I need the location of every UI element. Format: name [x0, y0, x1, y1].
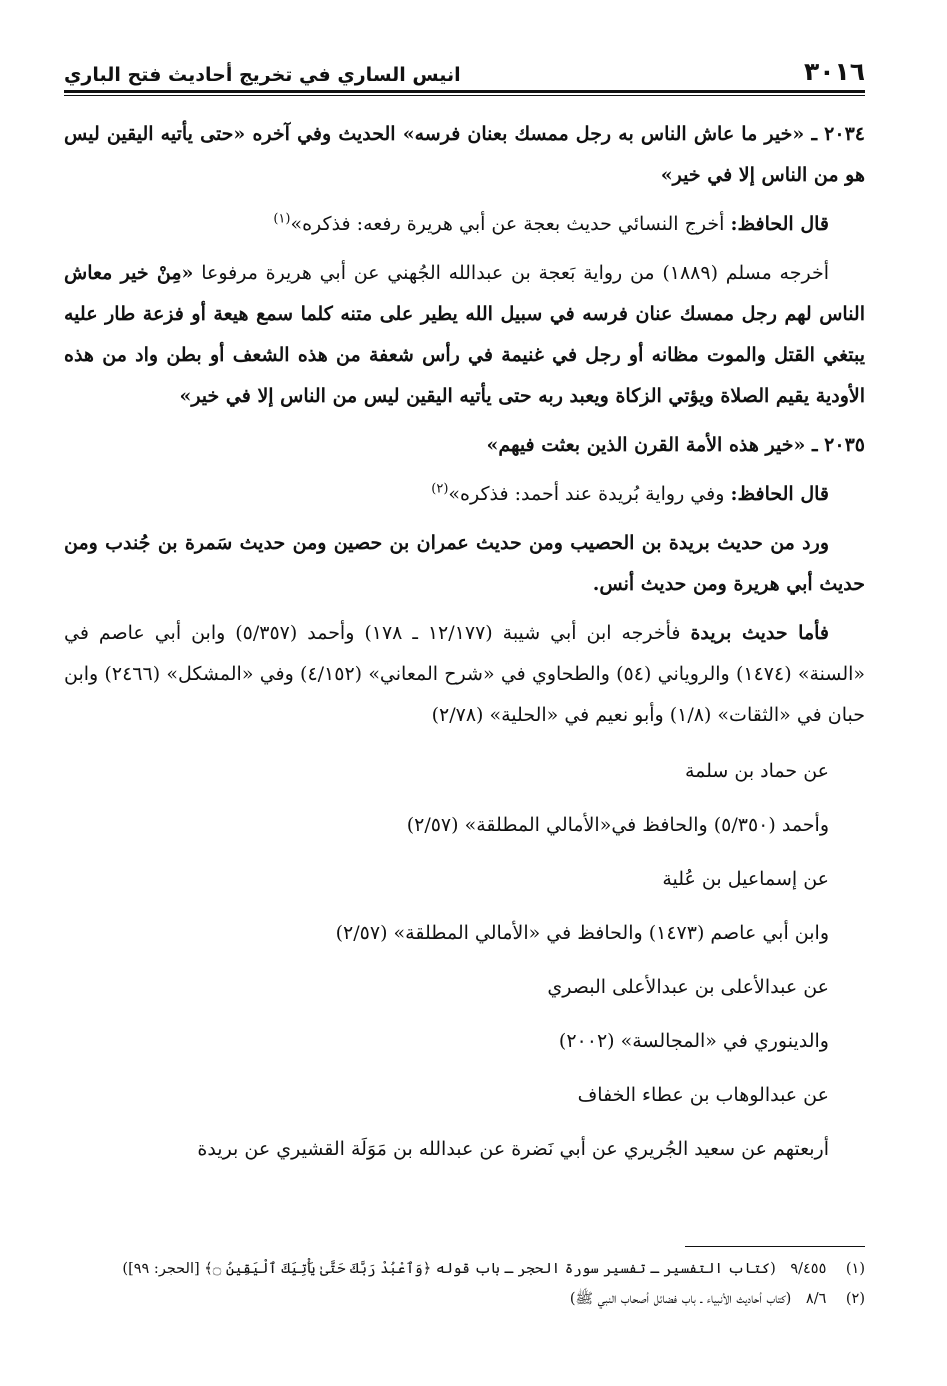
footnotes — [64, 1254, 865, 1314]
takhrij-plain: أخرجه مسلم (١٨٨٩) من رواية بَعجة بن عبدالله الجُهني عن أبي هريرة مرفوعا — [201, 262, 829, 284]
entry-2035-hafiz — [64, 474, 865, 515]
footnote-separator — [685, 1246, 865, 1247]
chain-line: وابن أبي عاصم (١٤٧٣) والحافظ في «الأمالي المطلقة» (٢/٥٧) — [335, 922, 829, 944]
entry-2034-hadith — [64, 114, 865, 196]
page-header — [64, 52, 865, 86]
hafiz-text: وفي رواية بُريدة عند أحمد: فذكره» — [448, 483, 725, 505]
entry-2034-hafiz — [64, 204, 865, 245]
footnote-text: (كتاب التفسير ـ تفسير سورة الحجر ـ باب قوله ﴿وَٱعْبُدْ رَبَّكَ حَتَّىٰ يَأْتِيَكَ ٱلْيَقِينُ ۝﴾ [الحجر: ٩٩]) — [122, 1261, 776, 1277]
footnote-location: ٩/٤٥٥ — [790, 1261, 827, 1277]
entry-2035-buraida — [64, 613, 865, 736]
footnote-text: (كتاب أحاديث الأنبياء ـ باب فضائل أصحاب النبي ﷺ) — [569, 1291, 792, 1307]
hadith-text: «خير هذه الأمة القرن الذين بعثت فيهم» — [486, 434, 806, 456]
footnote-number: (١) — [845, 1261, 865, 1277]
footnote-2 — [64, 1284, 865, 1314]
entry-2035-hadith — [64, 425, 865, 466]
header-rule-thin — [64, 95, 865, 96]
footnote-1 — [64, 1254, 865, 1284]
takhrij-hadith: «مِنْ خير معاش الناس لهم رجل ممسك عنان فرسه في سبيل الله يطير على متنه كلما سمع هيعة أو فزعة طار عليه يبتغي القتل والموت مظانه أو رجل في غنيمة في رأس شعفة من هذه الشعف أو بطن واد من هذه الأودية يقيم الصلاة ويؤتي الزكاة ويعبد ربه حتى يأتيه اليقين ليس من الناس إلا في خير» — [64, 262, 865, 407]
footnote-number: (٢) — [845, 1291, 865, 1307]
chain-line: وأحمد (٥/٣٥٠) والحافظ في«الأمالي المطلقة» (٢/٥٧) — [406, 814, 829, 836]
chain-line: عن عبدالوهاب بن عطاء الخفاف — [577, 1084, 829, 1106]
chain-line: والدينوري في «المجالسة» (٢٠٠٢) — [558, 1030, 829, 1052]
header-rule — [64, 90, 865, 93]
chain-line: عن عبدالأعلى بن عبدالأعلى البصري — [547, 976, 829, 998]
chain-line-last: أربعتهم عن سعيد الجُريري عن أبي نَضرة عن عبدالله بن مَوَلَة القشيري عن بريدة — [197, 1138, 829, 1160]
hafiz-text: أخرج النسائي حديث بعجة عن أبي هريرة رفعه: فذكره» — [290, 213, 725, 235]
isnad-chain — [64, 744, 865, 1176]
amma-text: فأخرجه ابن أبي شيبة (١٢/١٧٧ ـ ١٧٨) وأحمد (٥/٣٥٧) وابن أبي عاصم في «السنة» (١٤٧٤) والروياني (٥٤) والطحاوي في «شرح المعاني» (٤/١٥٢) وفي «المشكل» (٢٤٦٦) وابن حبان في «الثقات» (١/٨) وأبو نعيم في «الحلية» (٢/٧٨) — [64, 622, 866, 726]
hafiz-label: قال الحافظ: — [730, 213, 829, 235]
entry-2035-warada: ورد من حديث بريدة بن الحصيب ومن حديث عمران بن حصين ومن حديث سَمرة بن جُندب ومن حديث أبي هريرة ومن حديث أنس. — [64, 532, 865, 595]
chain-line: عن إسماعيل بن عُلية — [662, 868, 829, 890]
main-text — [64, 114, 865, 1176]
footnote-location: ٨/٦ — [805, 1291, 827, 1307]
entry-2034-takhrij — [64, 253, 865, 417]
footnote-ref-2[interactable]: (٢) — [431, 481, 449, 497]
amma-heading: فأما حديث بريدة — [690, 622, 829, 644]
entry-number: ٢٠٣٥ ـ — [811, 434, 865, 456]
running-title: انيس الساري في تخريج أحاديث فتح الباري — [64, 64, 461, 86]
hadith-text: «خير ما عاش الناس به رجل ممسك بعنان فرسه» الحديث وفي آخره «حتى يأتيه اليقين ليس هو من الناس إلا في خير» — [64, 123, 865, 186]
entry-number: ٢٠٣٤ ـ — [811, 123, 865, 145]
hafiz-label: قال الحافظ: — [730, 483, 829, 505]
footnote-ref-1[interactable]: (١) — [273, 211, 291, 227]
page-number: ٣٠١٦ — [803, 57, 865, 86]
chain-line: عن حماد بن سلمة — [684, 760, 829, 782]
